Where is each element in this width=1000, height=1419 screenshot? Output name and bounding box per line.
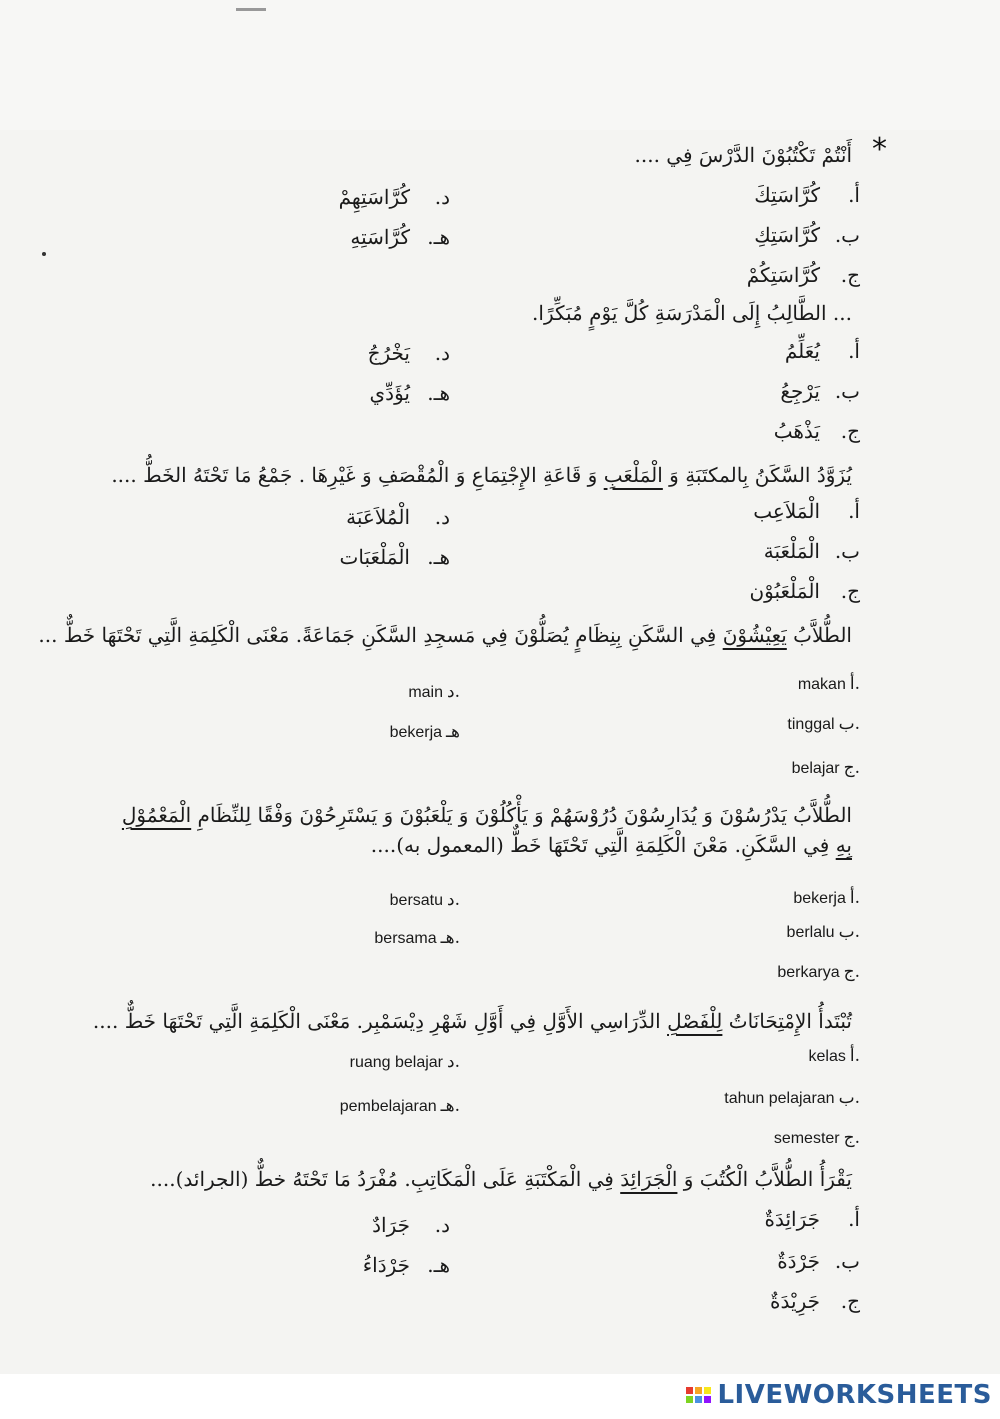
option-text: يَذْهَبُ — [773, 419, 820, 443]
liveworksheets-logo[interactable] — [686, 1380, 992, 1410]
option-text: ruang belajar — [349, 1054, 444, 1071]
option-letter: ب. — [838, 1088, 860, 1108]
q6-option-b[interactable] — [724, 1086, 860, 1111]
q4-option-e[interactable] — [390, 720, 460, 745]
scan-artifact — [236, 8, 266, 11]
option-letter: أ. — [849, 888, 860, 908]
asterisk-marker: * — [872, 132, 887, 167]
q4-option-a[interactable] — [798, 672, 860, 697]
q3-option-d[interactable] — [346, 502, 450, 532]
option-text: جَرَائِدَةٌ — [764, 1207, 820, 1231]
underlined-word: الْجَرَائِدَ — [620, 1167, 678, 1191]
option-text: bersatu — [389, 892, 444, 909]
stem-text: الطُّلاَّبُ — [786, 623, 852, 647]
q4-option-d[interactable] — [408, 680, 460, 705]
q6-option-d[interactable] — [350, 1050, 460, 1075]
option-text: tahun pelajaran — [724, 1090, 835, 1107]
underlined-word: الْمَلْعَبِ — [603, 463, 663, 487]
q5-option-c[interactable] — [777, 960, 860, 985]
option-text: كُرَّاسَتِكِ — [754, 223, 820, 247]
question-3-stem — [111, 460, 852, 490]
option-letter: ب. — [834, 1249, 860, 1273]
scan-top-margin — [0, 0, 1000, 130]
question-6-stem — [93, 1006, 852, 1036]
q7-option-c[interactable] — [770, 1286, 860, 1316]
option-letter: د. — [447, 1052, 460, 1072]
option-letter: د. — [447, 682, 460, 702]
option-text: جَرِيْدَةٌ — [770, 1289, 820, 1313]
option-letter: ب. — [838, 922, 860, 942]
underlined-word: يَعِيْشُوْنَ — [722, 623, 787, 647]
option-text: berlalu — [786, 924, 835, 941]
option-text: الْمَلْعَبَات — [339, 545, 410, 569]
option-letter: أ. — [848, 339, 860, 363]
q6-option-a[interactable] — [809, 1044, 861, 1069]
option-text: الْمُلاَعَبَة — [346, 505, 410, 529]
option-letter: أ. — [849, 674, 860, 694]
scan-dot — [42, 252, 46, 256]
option-letter: ج. — [840, 579, 860, 603]
option-letter: ب. — [834, 223, 860, 247]
option-text: pembelajaran — [339, 1098, 437, 1115]
stem-text: يُزَوَّدُ السَّكَنُ بِالمكتَبَةِ وَ — [662, 463, 852, 487]
q1-option-a[interactable] — [754, 180, 860, 210]
option-letter: د. — [434, 505, 450, 529]
q2-option-e[interactable] — [370, 378, 450, 408]
option-text: bekerja — [793, 890, 846, 907]
option-text: الْمَلْعَبُوْن — [749, 579, 820, 603]
option-letter: ج. — [843, 962, 860, 982]
option-letter: د. — [434, 1213, 450, 1237]
stem-text: فِي الْمَكْتَبَةِ عَلَى الْمَكَاتِبِ. مُفْرَدُ مَا تَحْتَهُ خطٌّ (الجرائد).... — [150, 1167, 621, 1191]
option-text: كُرَّاسَتِكَ — [754, 183, 820, 207]
option-text: berkarya — [777, 964, 840, 981]
option-letter: د. — [434, 185, 450, 209]
option-letter: هـ. — [427, 381, 450, 405]
question-4-stem — [38, 620, 852, 650]
option-text: جَرَادٌ — [372, 1213, 410, 1237]
option-letter: ب. — [838, 714, 860, 734]
option-text: يُعَلِّمُ — [784, 339, 820, 363]
q3-option-b[interactable] — [764, 536, 860, 566]
underlined-word: الْمَعْمُوْلِ بِهِ — [121, 803, 852, 857]
option-letter: ج. — [840, 263, 860, 287]
option-letter: هـ. — [427, 1253, 450, 1277]
question-5-stem — [112, 800, 852, 860]
q2-option-a[interactable] — [785, 336, 860, 366]
option-letter: د. — [447, 890, 460, 910]
q4-option-b[interactable] — [787, 712, 860, 737]
option-text: كُرَّاسَتِهِمْ — [338, 185, 410, 209]
q1-option-c[interactable] — [747, 260, 860, 290]
option-text: كُرَّاسَتِهِ — [350, 225, 410, 249]
q4-option-c[interactable] — [792, 756, 860, 781]
q5-option-b[interactable] — [787, 920, 860, 945]
option-letter: ج. — [843, 758, 860, 778]
stem-text: الطُّلاَّبُ يَدْرُسُوْنَ وَ يُدَارِسُوْنَ دُرُوْسَهُمْ وَ يَأْكُلُوْنَ وَ يَلْعَبُوْنَ وَ يَسْتَرِحُوْنَ وَفْقًا لِلنِّظَامِ — [191, 803, 852, 827]
option-text: الْمَلْعَبَة — [763, 539, 820, 563]
q7-option-a[interactable] — [765, 1204, 861, 1234]
q7-option-e[interactable] — [363, 1250, 450, 1280]
q2-option-c[interactable] — [774, 416, 860, 446]
option-text: tinggal — [787, 716, 835, 733]
q5-option-d[interactable] — [390, 888, 460, 913]
option-letter: أ. — [848, 183, 860, 207]
option-text: belajar — [791, 760, 840, 777]
option-text: semester — [773, 1130, 840, 1147]
q7-option-d[interactable] — [372, 1210, 450, 1240]
option-letter: ب. — [834, 379, 860, 403]
option-letter: د. — [434, 341, 450, 365]
q2-option-d[interactable] — [368, 338, 450, 368]
option-letter: هـ. — [427, 545, 450, 569]
option-letter: أ. — [848, 1207, 860, 1231]
q7-option-b[interactable] — [777, 1246, 860, 1276]
option-text: يَرْجِعُ — [780, 379, 820, 403]
q5-option-e[interactable] — [374, 926, 460, 951]
option-text: main — [408, 684, 444, 701]
question-1-stem: أَنْتُمْ تَكْتُبُوْنَ الدَّرْسَ فِي .... — [634, 143, 852, 167]
stem-text: الدِّرَاسِي الأَوَّلِ فِي أَوَّلِ شَهْرِ دِيْسَمْبِر. مَعْنَى الْكَلِمَةِ الَّتِي تَحْتَهَا خَطٌّ .... — [92, 1009, 668, 1033]
option-text: كُرَّاسَتِكُمْ — [746, 263, 820, 287]
option-text: bekerja — [389, 724, 443, 741]
q3-option-a[interactable] — [753, 496, 860, 526]
option-letter: أ. — [849, 1046, 860, 1066]
option-text: makan — [797, 676, 846, 693]
logo-text: LIVEWORKSHEETS — [717, 1380, 992, 1410]
stem-text: فِي السَّكَنِ. مَعْنَ الْكَلِمَةِ الَّتِي تَحْتَهَا خَطٌّ (المعمول به).... — [370, 833, 836, 857]
option-text: يُؤَدِّي — [369, 381, 410, 405]
question-7-stem — [150, 1164, 852, 1194]
q6-option-c[interactable] — [774, 1126, 860, 1151]
option-letter: هـ. — [427, 225, 450, 249]
underlined-word: لِلْفَصْلِ — [667, 1009, 723, 1033]
option-letter: ج. — [840, 419, 860, 443]
option-text: bersama — [374, 930, 437, 947]
stem-text: تُبْتَدأُ الإِمْتِحَانَاتُ — [722, 1009, 852, 1033]
q3-option-c[interactable] — [749, 576, 860, 606]
question-2-stem: ... الطَّالِبُ إِلَى الْمَدْرَسَةِ كُلَّ يَوْمٍ مُبَكِّرًا. — [532, 301, 852, 325]
option-letter: ج. — [840, 1289, 860, 1313]
option-letter: ج. — [843, 1128, 860, 1148]
option-letter: هـ — [446, 722, 460, 742]
stem-text: يَقْرَأُ الطُّلاَّبُ الْكُتُبَ وَ — [677, 1167, 852, 1191]
option-letter: هـ. — [440, 928, 460, 948]
option-text: kelas — [808, 1048, 846, 1065]
option-text: يَخْرُجُ — [367, 341, 410, 365]
q5-option-a[interactable] — [793, 886, 860, 911]
option-letter: هـ. — [440, 1096, 460, 1116]
option-letter: ب. — [834, 539, 860, 563]
q2-option-b[interactable] — [780, 376, 860, 406]
stem-text: وَ قَاعَةِ الإِجْتِمَاعِ وَ الْمُقْصَفِ وَ غَيْرِهَا . جَمْعُ مَا تَحْتَهُ الخَطُّ .... — [111, 463, 604, 487]
q1-option-e[interactable] — [350, 222, 450, 252]
q6-option-e[interactable] — [340, 1094, 460, 1119]
option-text: جَرْدَةٌ — [777, 1249, 820, 1273]
stem-text: فِي السَّكَنِ بِنِظَامٍ يُصَلُّوْنَ فِي مَسجِدِ السَّكَنِ جَمَاعَةً. مَعْنَى الْكَلِمَةِ الَّتِي تَحْتَهَا خَطٌّ ... — [38, 623, 723, 647]
q1-option-b[interactable] — [754, 220, 860, 250]
q1-option-d[interactable] — [339, 182, 450, 212]
option-text: الْمَلاَعِب — [753, 499, 820, 523]
option-letter: أ. — [848, 499, 860, 523]
q3-option-e[interactable] — [340, 542, 450, 572]
logo-grid-icon — [686, 1387, 711, 1403]
option-text: جَرْدَاءُ — [362, 1253, 410, 1277]
